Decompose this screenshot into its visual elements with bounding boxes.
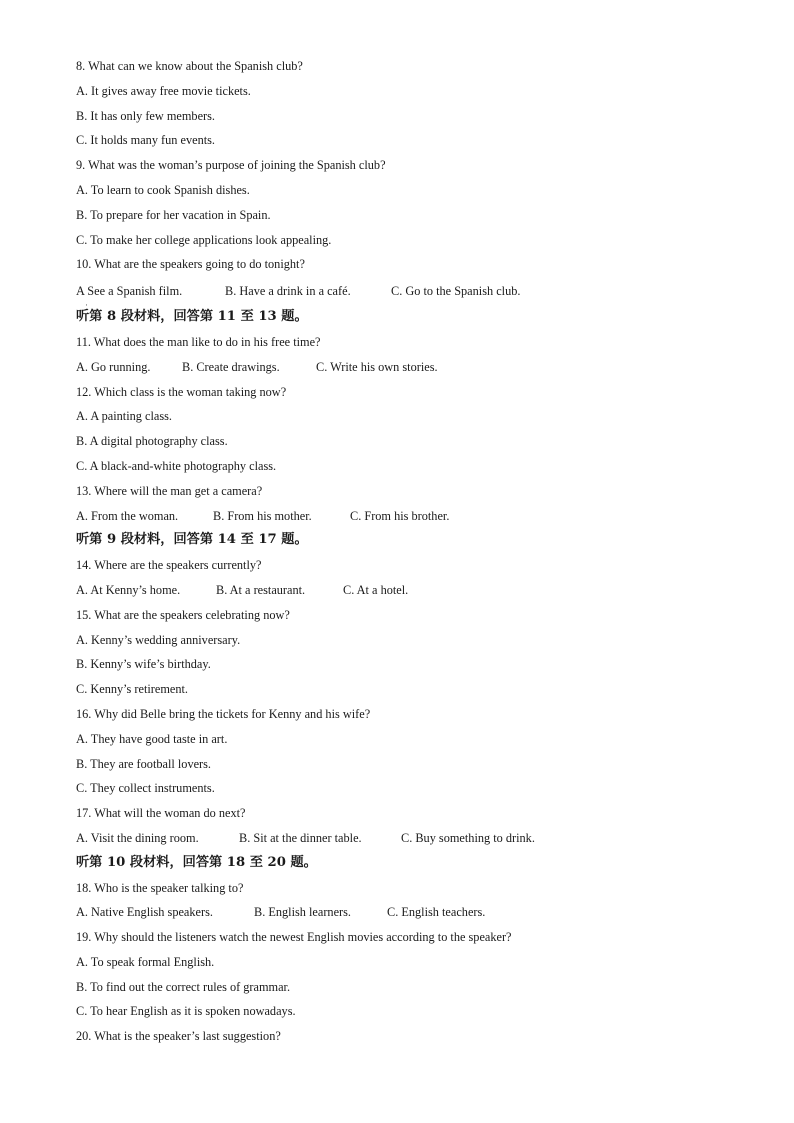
option-9c: C. To make her college applications look appealing.: [76, 232, 332, 247]
option-17a: A. Visit the dining room.: [76, 830, 199, 845]
option-16a: A. They have good taste in art.: [76, 731, 228, 746]
option-19c: C. To hear English as it is spoken nowadays.: [76, 1004, 296, 1019]
option-19a: A. To speak formal English.: [76, 954, 215, 969]
options-17: [76, 830, 756, 855]
option-13a: A. From the woman.: [76, 508, 179, 523]
option-18b: B. English learners.: [254, 905, 351, 920]
section-heading-8: 听第 8 段材料，回答第 11 至 13 题。: [76, 309, 308, 325]
stray-mark: ·: [85, 300, 88, 311]
exam-page: [76, 58, 756, 1053]
option-11b: B. Create drawings.: [182, 359, 280, 374]
option-10b: B. Have a drink in a café.: [225, 284, 351, 299]
option-18a: A. Native English speakers.: [76, 905, 213, 920]
option-17c: C. Buy something to drink.: [401, 830, 535, 845]
question-15: 15. What are the speakers celebrating now?: [76, 607, 290, 622]
question-13: 13. Where will the man get a camera?: [76, 483, 263, 498]
option-15a: A. Kenny’s wedding anniversary.: [76, 632, 241, 647]
option-12c: C. A black-and-white photography class.: [76, 458, 277, 473]
question-16: 16. Why did Belle bring the tickets for Kenny and his wife?: [76, 706, 371, 721]
option-15b: B. Kenny’s wife’s birthday.: [76, 657, 211, 672]
option-16c: C. They collect instruments.: [76, 781, 215, 796]
option-12b: B. A digital photography class.: [76, 434, 228, 449]
option-12a: A. A painting class.: [76, 409, 172, 424]
option-10a: A See a Spanish film.: [76, 284, 183, 299]
options-13: [76, 508, 756, 533]
option-14a: A. At Kenny’s home.: [76, 582, 181, 597]
question-11: 11. What does the man like to do in his free time?: [76, 334, 321, 349]
question-19: 19. Why should the listeners watch the newest English movies according to the speaker?: [76, 930, 512, 945]
section-heading-9: 听第 9 段材料，回答第 14 至 17 题。: [76, 532, 308, 548]
question-14: 14. Where are the speakers currently?: [76, 558, 262, 573]
question-12: 12. Which class is the woman taking now?: [76, 384, 287, 399]
option-13b: B. From his mother.: [213, 508, 312, 523]
question-10: 10. What are the speakers going to do tonight?: [76, 257, 305, 272]
option-16b: B. They are football lovers.: [76, 756, 212, 771]
question-18: 18. Who is the speaker talking to?: [76, 880, 244, 895]
option-13c: C. From his brother.: [350, 508, 450, 523]
section-heading-10: 听第 10 段材料，回答第 18 至 20 题。: [76, 854, 317, 870]
option-15c: C. Kenny’s retirement.: [76, 682, 189, 697]
option-18c: C. English teachers.: [387, 905, 486, 920]
options-14: [76, 582, 756, 607]
question-20: 20. What is the speaker’s last suggestion?: [76, 1029, 281, 1044]
option-10c: C. Go to the Spanish club.: [391, 284, 521, 299]
option-8b: B. It has only few members.: [76, 108, 215, 123]
option-17b: B. Sit at the dinner table.: [239, 830, 362, 845]
options-18: [76, 904, 756, 929]
option-19b: B. To find out the correct rules of grammar.: [76, 979, 291, 994]
question-17: 17. What will the woman do next?: [76, 806, 246, 821]
option-8c: C. It holds many fun events.: [76, 133, 216, 148]
option-9a: A. To learn to cook Spanish dishes.: [76, 182, 250, 197]
option-8a: A. It gives away free movie tickets.: [76, 83, 251, 98]
option-9b: B. To prepare for her vacation in Spain.: [76, 207, 271, 222]
option-14b: B. At a restaurant.: [216, 582, 306, 597]
options-10: [76, 283, 756, 303]
option-11c: C. Write his own stories.: [316, 359, 438, 374]
option-14c: C. At a hotel.: [343, 582, 409, 597]
option-11a: A. Go running.: [76, 359, 151, 374]
question-8: 8. What can we know about the Spanish club?: [76, 59, 303, 73]
options-11: [76, 359, 756, 384]
question-9: 9. What was the woman’s purpose of joining the Spanish club?: [76, 158, 386, 173]
